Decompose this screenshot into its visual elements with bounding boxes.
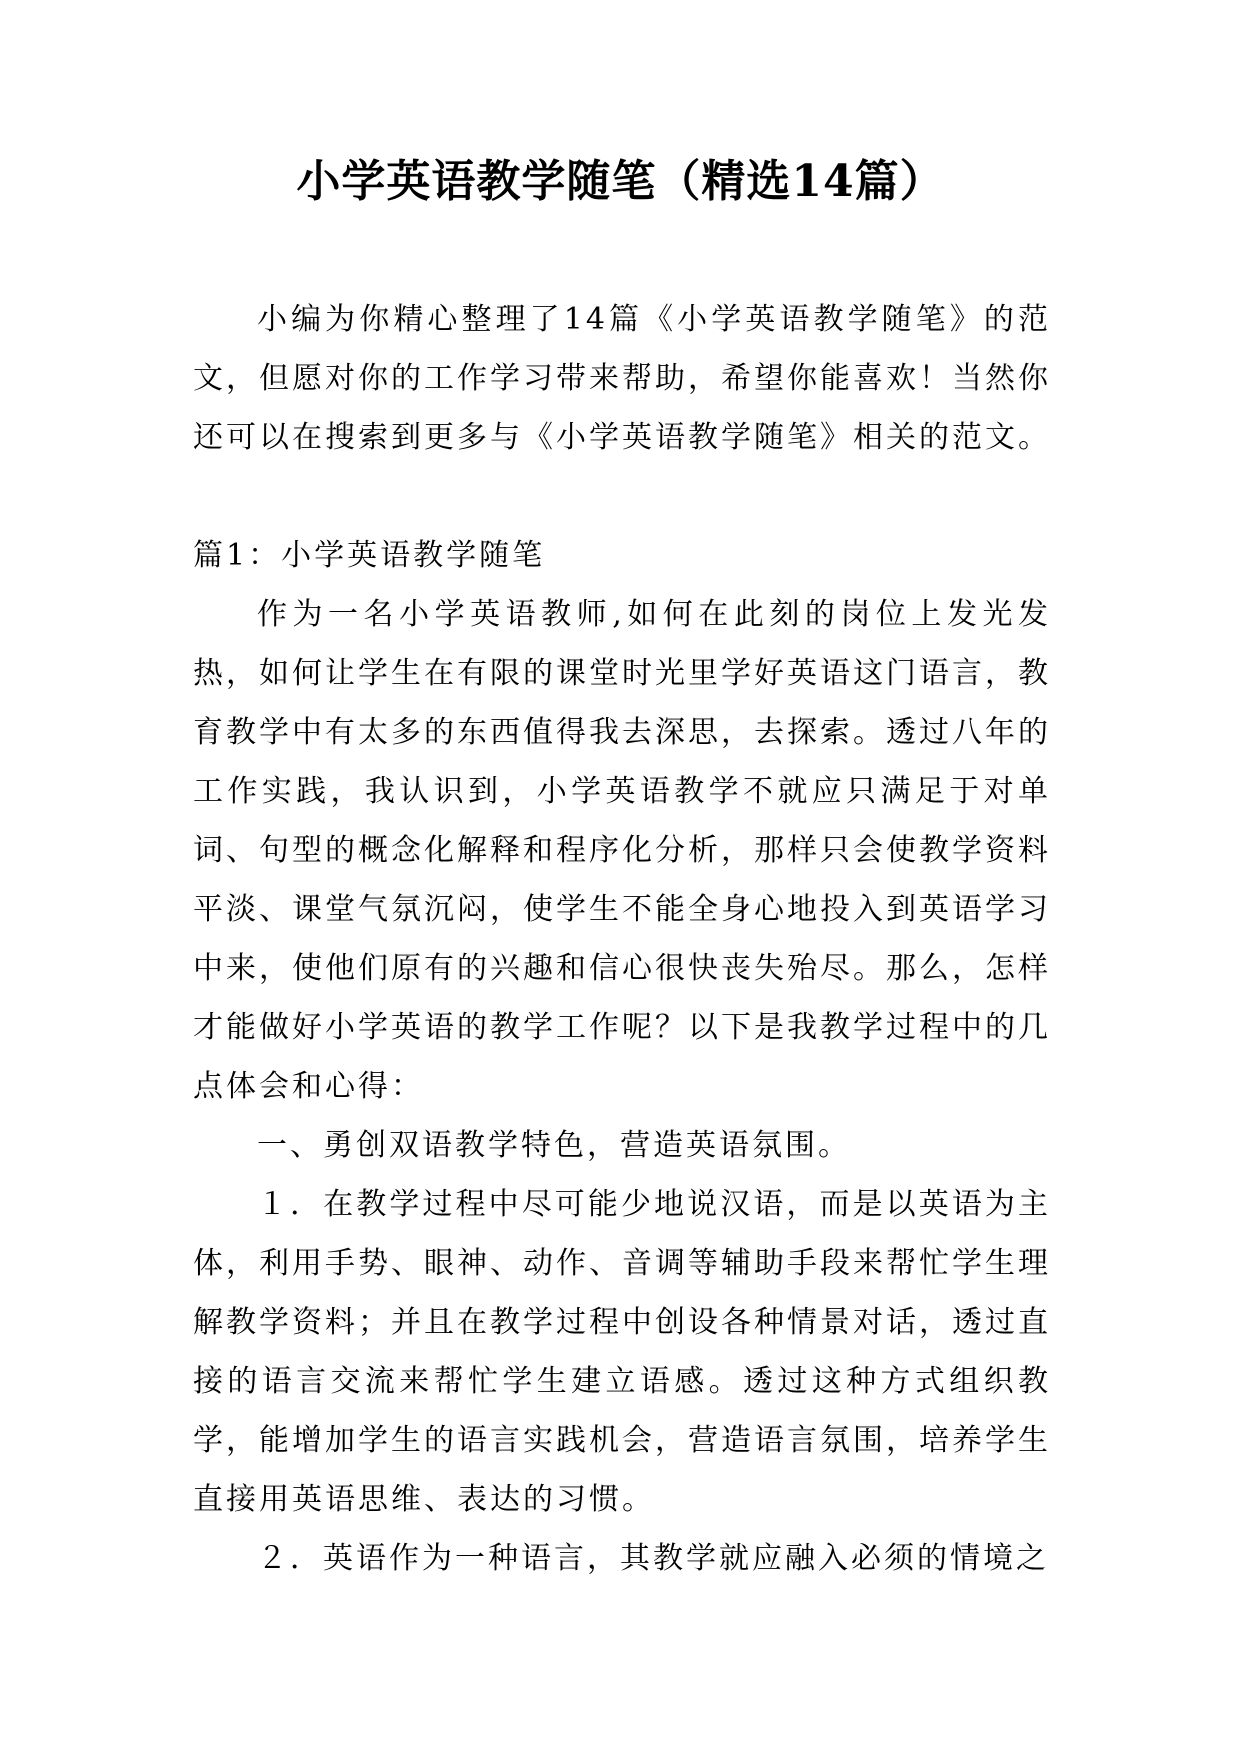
body-paragraph-1: 作为一名小学英语教师,如何在此刻的岗位上发光发热，如何让学生在有限的课堂时光里学好英语这门语言，教育教学中有太多的东西值得我去深思，去探索。透过八年的工作实践，我认识到，小学英语教学不就应只满足于对单词、句型的概念化解释和程序化分析，那样只会使教学资料平淡、课堂气氛沉闷，使学生不能全身心地投入到英语学习中来，使他们原有的兴趣和信心很快丧失殆尽。那么，怎样才能做好小学英语的教学工作呢？以下是我教学过程中的几点体会和心得：	[193, 597, 1051, 1104]
body-paragraph-2: 一、勇创双语教学特色，营造英语氛围。	[257, 1128, 851, 1163]
document-body	[193, 290, 1051, 1588]
intro-paragraph: 小编为你精心整理了14篇《小学英语教学随笔》的范文，但愿对你的工作学习带来帮助，希望你能喜欢！当然你还可以在搜索到更多与《小学英语教学随笔》相关的范文。	[193, 302, 1051, 455]
body-paragraph-3: １．在教学过程中尽可能少地说汉语，而是以英语为主体，利用手势、眼神、动作、音调等辅助手段来帮忙学生理解教学资料；并且在教学过程中创设各种情景对话，透过直接的语言交流来帮忙学生建立语感。透过这种方式组织教学，能增加学生的语言实践机会，营造语言氛围，培养学生直接用英语思维、表达的习惯。	[193, 1187, 1051, 1517]
body-paragraph-4: ２．英语作为一种语言，其教学就应融入必须的情境之	[257, 1541, 1049, 1576]
document-title: 小学英语教学随笔（精选14篇）	[296, 156, 945, 207]
section-heading: 篇1：小学英语教学随笔	[193, 538, 546, 573]
paragraph-gap	[193, 467, 1051, 526]
